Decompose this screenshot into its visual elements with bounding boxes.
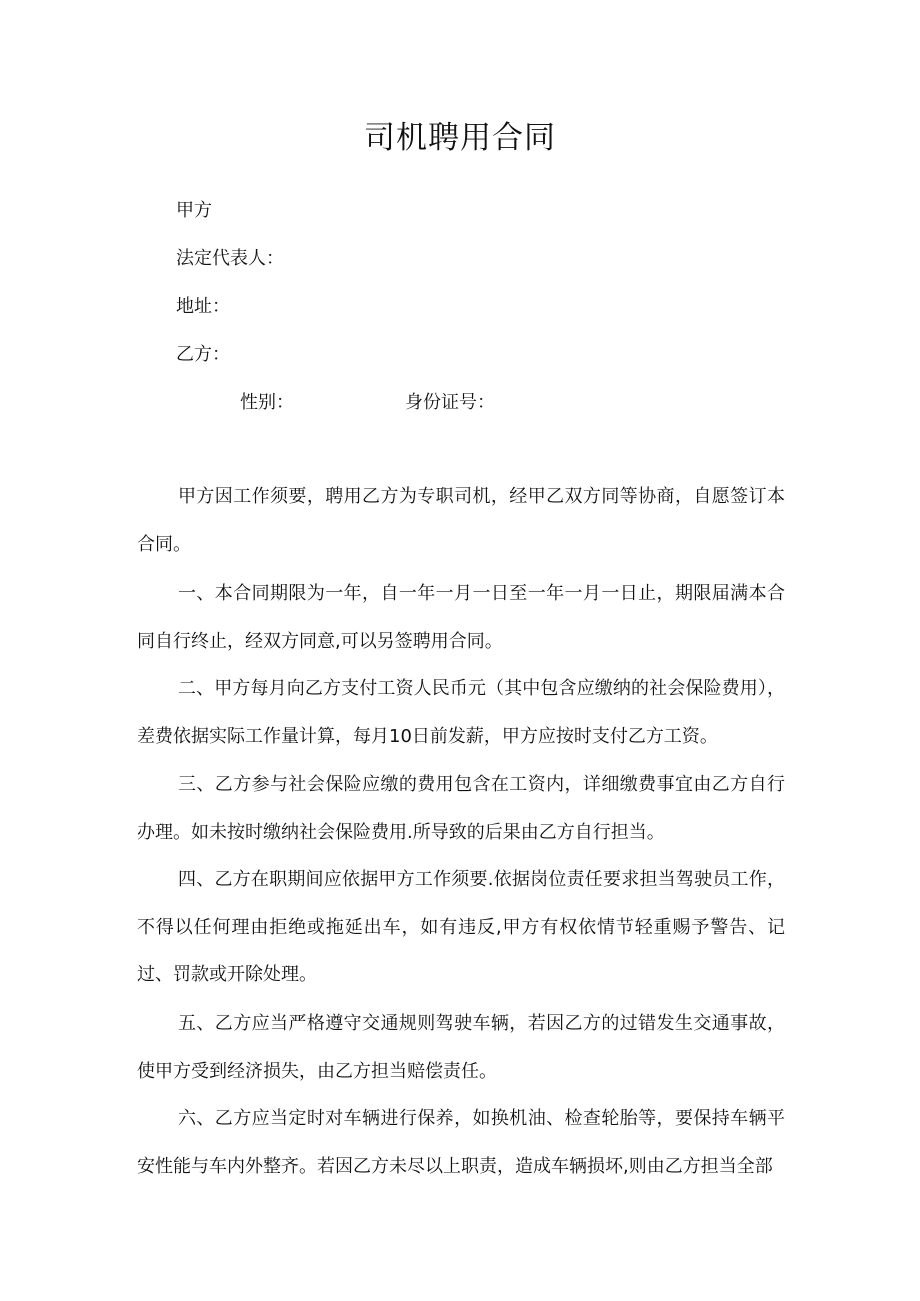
party-b-label: 乙方： bbox=[176, 344, 230, 365]
paragraph-clause-3: 三、乙方参与社会保险应缴的费用包含在工资内，详细缴费事宜由乙方自行办理。如未按时缴纳社会保险费用.所导致的后果由乙方自行担当。 bbox=[137, 774, 785, 843]
address-label: 地址： bbox=[176, 296, 230, 317]
party-a-label: 甲方 bbox=[176, 200, 212, 221]
paragraph-clause-2: 二、甲方每月向乙方支付工资人民币元（其中包含应缴纳的社会保险费用），差费依据实际工作量计算，每月10日前发薪，甲方应按时支付乙方工资。 bbox=[137, 678, 785, 747]
document-title: 司机聘用合同 bbox=[364, 120, 556, 156]
paragraph-intro: 甲方因工作须要，聘用乙方为专职司机，经甲乙双方同等协商，自愿签订本合同。 bbox=[137, 486, 785, 555]
paragraph-clause-5: 五、乙方应当严格遵守交通规则驾驶车辆，若因乙方的过错发生交通事故，使甲方受到经济损失，由乙方担当赔偿责任。 bbox=[137, 1013, 785, 1082]
legal-representative-label: 法定代表人： bbox=[176, 248, 284, 269]
paragraph-clause-4: 四、乙方在职期间应依据甲方工作须要.依据岗位责任要求担当驾驶员工作，不得以任何理由拒绝或拖延出车，如有违反,甲方有权依情节轻重赐予警告、记过、罚款或开除处理。 bbox=[137, 869, 785, 985]
gender-label: 性别： bbox=[240, 392, 294, 413]
id-number-label: 身份证号： bbox=[405, 392, 495, 413]
paragraph-clause-6: 六、乙方应当定时对车辆进行保养，如换机油、检查轮胎等，要保持车辆平安性能与车内外整齐。若因乙方未尽以上职责，造成车辆损坏,则由乙方担当全部 bbox=[137, 1108, 785, 1177]
paragraph-clause-1: 一、本合同期限为一年，自一年一月一日至一年一月一日止，期限届满本合同自行终止，经双方同意,可以另签聘用合同。 bbox=[137, 583, 785, 652]
